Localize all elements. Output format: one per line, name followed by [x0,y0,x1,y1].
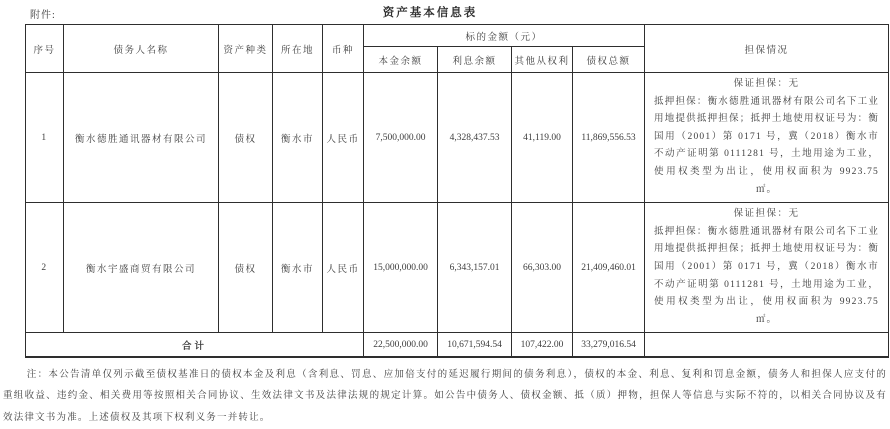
col-header-other-rights: 其他从权利 [512,47,573,73]
cell-other-rights: 66,303.00 [512,203,573,333]
guarantee-body: 抵押担保：衡水德胜通讯器材有限公司名下工业用地提供抵押担保；抵押土地使用权证号为：衡国用（2001）第 0171 号，冀（2018）衡水市不动产证明第 0111281 号，土地用途为工业，使用权类型为出让，使用权面积为 9923.75 ㎡。 [654,96,880,195]
table-header-row-1 [26,25,889,47]
total-interest: 10,671,594.54 [438,333,512,357]
cell-location: 衡水市 [273,73,323,203]
col-header-principal: 本金余额 [364,47,438,73]
total-other-rights: 107,422.00 [512,333,573,357]
cell-asset-type: 债权 [219,73,273,203]
cell-index: 1 [26,73,64,203]
cell-guarantee [645,73,889,203]
page-title: 资产基本信息表 [382,7,478,19]
document-header [0,0,890,24]
col-header-index: 序号 [26,25,64,73]
cell-currency: 人民币 [323,73,364,203]
col-header-asset-type: 资产种类 [219,25,273,73]
cell-interest: 6,343,157.01 [438,203,512,333]
cell-location: 衡水市 [273,203,323,333]
total-label: 合计 [26,333,364,357]
cell-principal: 15,000,000.00 [364,203,438,333]
attachment-label: 附件: [30,10,56,21]
guarantee-title: 保证担保：无 [733,209,800,220]
guarantee-body: 抵押担保：衡水德胜通讯器材有限公司名下工业用地提供抵押担保；抵押土地使用权证号为：衡国用（2001）第 0171 号，冀（2018）衡水市不动产证明第 0111281 号，土地用途为工业，使用权类型为出让，使用权面积为 9923.75 ㎡。 [654,226,880,325]
col-header-currency: 币种 [323,25,364,73]
col-header-total-claim: 债权总额 [573,47,645,73]
total-guarantee-empty [645,333,889,357]
cell-other-rights: 41,119.00 [512,73,573,203]
cell-currency: 人民币 [323,203,364,333]
col-header-interest: 利息余额 [438,47,512,73]
total-total-claim: 33,279,016.54 [573,333,645,357]
col-header-location: 所在地 [273,25,323,73]
cell-debtor: 衡水宇盛商贸有限公司 [64,203,219,333]
asset-info-table [25,24,889,358]
col-header-debtor: 债务人名称 [64,25,219,73]
cell-total-claim: 11,869,556.53 [573,73,645,203]
cell-index: 2 [26,203,64,333]
col-header-amount-group: 标的金额（元） [364,25,645,47]
table-total-row [26,333,889,357]
cell-total-claim: 21,409,460.01 [573,203,645,333]
cell-debtor: 衡水德胜通讯器材有限公司 [64,73,219,203]
cell-asset-type: 债权 [219,203,273,333]
footnote-text: 注：本公告清单仅列示截至债权基准日的债权本金及利息（含利息、罚息、应加倍支付的延迟履行期间的债务利息），债权的本金、利息、复利和罚息金额，债务人和担保人应支付的重组收益、违约金、相关费用等按照相关合同协议、生效法律文书及法律法规的规定计算。如公告中债务人、债权金额、抵（质）押物，担保人等信息与实际不符的，以相关合同协议及有效法律文书为准。上述债权及其项下权利义务一并转让。 [3,369,887,423]
table-row-2 [26,203,889,333]
cell-guarantee [645,203,889,333]
total-principal: 22,500,000.00 [364,333,438,357]
col-header-guarantee: 担保情况 [645,25,889,73]
table-row-1 [26,73,889,203]
cell-principal: 7,500,000.00 [364,73,438,203]
guarantee-title: 保证担保：无 [733,79,800,89]
cell-interest: 4,328,437.53 [438,73,512,203]
